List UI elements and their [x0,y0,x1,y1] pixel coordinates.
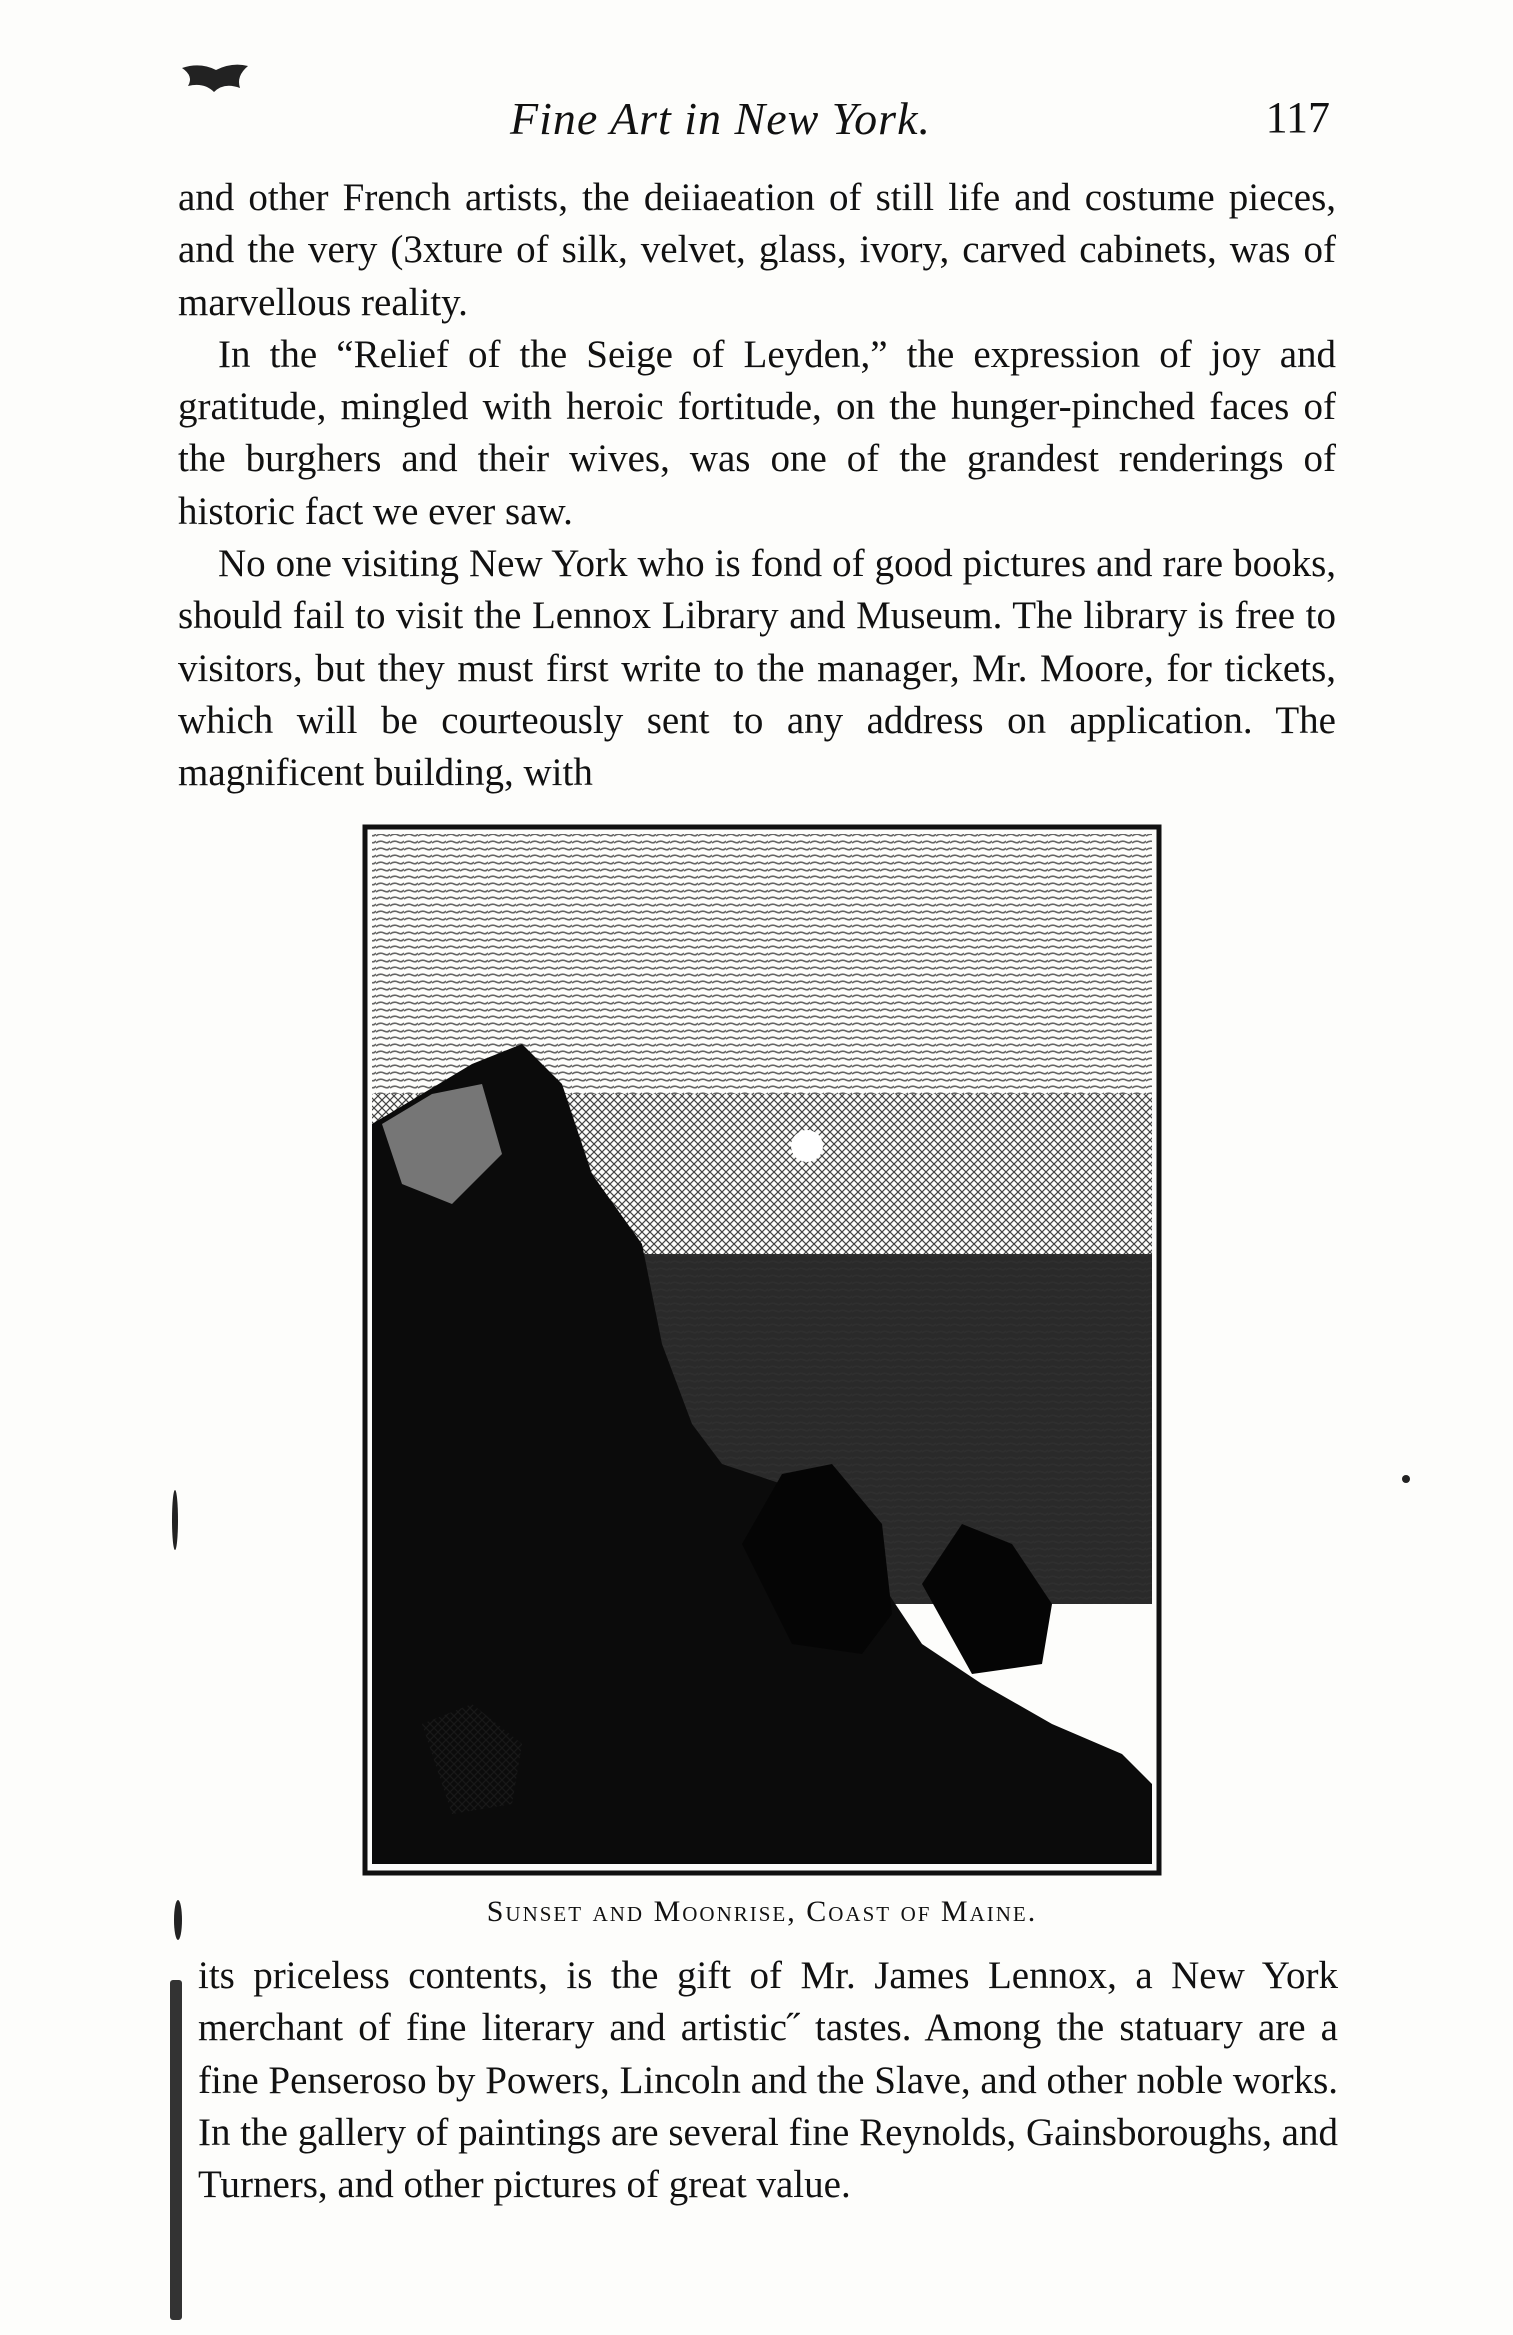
page-number: 117 [1265,93,1330,142]
paragraph: No one visiting New York who is fond of good pictures and rare books, should fail to visit the Lennox Library and Museum. The library is free to visitors, but they must first write to the manager, Mr. Moore, for tickets, which will be courteously sent to any address on application. The magnificent building, with [178,542,1336,795]
running-title: Fine Art in New York. [510,93,931,144]
paragraph: and other French artists, the deiiaeation of still life and costume pieces, and the very (3xture of silk, velvet, glass, ivory, carved cabinets, was of marvellous reality. [178,176,1336,324]
paragraph: In the “Relief of the Seige of Leyden,” the expression of joy and gratitude, mingled with heroic fortitude, on the hunger-pinched faces of the burghers and their wives, was one of the grandest renderings of historic fact we ever saw. [178,332,1336,533]
printer-ornament-icon [180,60,250,96]
engraving-illustration [362,824,1162,1876]
paragraph: its priceless contents, is the gift of Mr. James Lennox, a New York merchant of fine literary and artistic˝ tastes. Among the statuary are a fine Penseroso by Powers, Lincoln and the Slave, and other noble works. In the gallery of paintings are several fine Reynolds, Gainsboroughs, and Turners, and other pictures of great value. [198,1954,1338,2207]
figure-caption: Sunset and Moonrise, Coast of Maine. [486,1895,1038,1928]
body-text-bottom [198,1950,1338,2211]
engraving-coastal-landscape-icon [362,824,1162,1876]
body-text-top [178,172,1336,800]
scan-gutter-marks [168,1480,192,2335]
running-header [180,92,1330,152]
scan-speck [1402,1475,1410,1483]
